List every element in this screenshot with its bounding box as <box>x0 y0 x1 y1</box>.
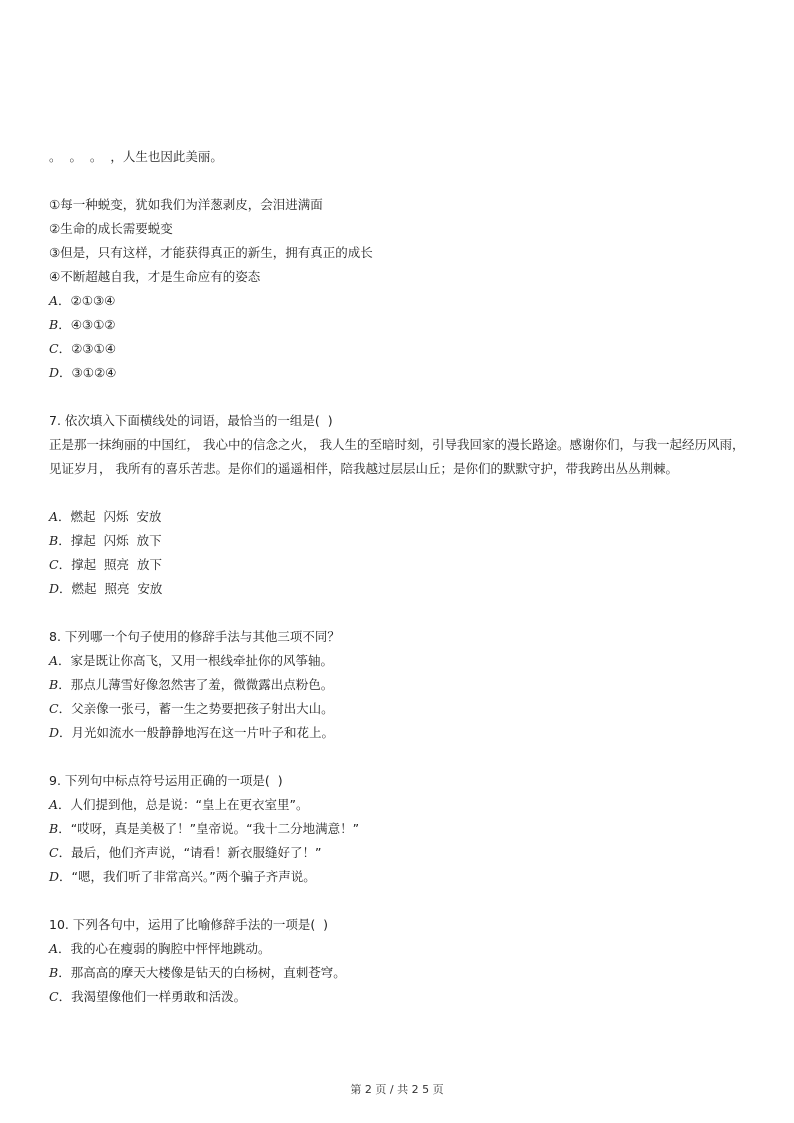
option-c[interactable] <box>49 337 749 361</box>
question-6-item: ④不断超越自我，才是生命应有的姿态 <box>49 269 261 284</box>
option-b[interactable] <box>49 529 749 553</box>
option-letter: D <box>49 725 60 740</box>
option-letter: D <box>49 365 60 380</box>
option-text: ．撑起 闪烁 放下 <box>58 533 162 548</box>
question-stem: 7. 依次填入下面横线处的词语，最恰当的一组是( ) <box>49 413 333 428</box>
option-a[interactable] <box>49 289 749 313</box>
question-6-lead: 。 。 。 ，人生也因此美丽。 <box>49 149 223 164</box>
option-letter: B <box>49 965 59 980</box>
option-a[interactable] <box>49 793 749 817</box>
option-d[interactable] <box>49 865 749 889</box>
option-letter: C <box>49 701 59 716</box>
option-text: ．月光如流水一般静静地泻在这一片叶子和花上。 <box>59 725 335 740</box>
option-text: ．②③①④ <box>58 341 116 356</box>
option-text: ．那高高的摩天大楼像是钻天的白杨树，直刺苍穹。 <box>58 965 346 980</box>
option-c[interactable] <box>49 985 749 1009</box>
option-text: ．我渴望像他们一样勇敢和活泼。 <box>58 989 247 1004</box>
option-letter: C <box>49 989 59 1004</box>
question-passage: 正是那一抹绚丽的中国红， 我心中的信念之火， 我人生的至暗时刻，引导我回家的漫长路途。感谢你们，与我一起经历风雨，见证岁月， 我所有的喜乐苦悲。是你们的遥遥相伴，陪我越过层层山丘；是你们的默默守护，带我跨出丛丛荆棘。 <box>49 437 745 476</box>
option-text: ．家是既让你高飞，又用一根线牵扯你的风筝轴。 <box>58 653 334 668</box>
option-letter: B <box>49 677 59 692</box>
option-letter: B <box>49 533 59 548</box>
option-b[interactable] <box>49 817 749 841</box>
question-stem: 10. 下列各句中，运用了比喻修辞手法的一项是( ) <box>49 917 329 932</box>
option-letter: D <box>49 869 60 884</box>
option-text: ．燃起 照亮 安放 <box>59 581 163 596</box>
option-b[interactable] <box>49 961 749 985</box>
option-text: ．④③①② <box>58 317 116 332</box>
question-7 <box>49 409 749 601</box>
option-letter: A <box>49 797 59 812</box>
option-text: ．“嗯，我们听了非常高兴。”两个骗子齐声说。 <box>59 869 316 884</box>
spacer <box>49 169 749 193</box>
option-c[interactable] <box>49 697 749 721</box>
question-stem: 9. 下列句中标点符号运用正确的一项是( ) <box>49 773 283 788</box>
option-letter: C <box>49 557 59 572</box>
question-8 <box>49 625 749 745</box>
option-a[interactable] <box>49 649 749 673</box>
spacer <box>49 481 749 505</box>
question-9 <box>49 769 749 889</box>
option-d[interactable] <box>49 361 749 385</box>
question-6-item: ③但是，只有这样，才能获得真正的新生，拥有真正的成长 <box>49 245 373 260</box>
question-6-tail <box>49 145 749 385</box>
option-letter: A <box>49 941 59 956</box>
option-letter: A <box>49 509 59 524</box>
option-letter: C <box>49 341 59 356</box>
page-footer: 第 2 页 / 共 2 5 页 <box>350 1083 444 1096</box>
option-d[interactable] <box>49 577 749 601</box>
option-letter: C <box>49 845 59 860</box>
option-letter: A <box>49 293 59 308</box>
option-text: ．人们提到他，总是说：“皇上在更衣室里”。 <box>58 797 309 812</box>
option-c[interactable] <box>49 553 749 577</box>
option-text: ．父亲像一张弓，蓄一生之势要把孩子射出大山。 <box>58 701 334 716</box>
option-text: ．我的心在瘦弱的胸腔中怦怦地跳动。 <box>58 941 271 956</box>
option-b[interactable] <box>49 313 749 337</box>
option-text: ．②①③④ <box>58 293 116 308</box>
option-text: ．撑起 照亮 放下 <box>58 557 162 572</box>
option-c[interactable] <box>49 841 749 865</box>
question-6-item: ①每一种蜕变，犹如我们为洋葱剥皮，会泪进满面 <box>49 197 323 212</box>
option-letter: D <box>49 581 60 596</box>
option-text: ．那点儿薄雪好像忽然害了羞，微微露出点粉色。 <box>58 677 334 692</box>
page-content <box>49 145 749 1009</box>
option-b[interactable] <box>49 673 749 697</box>
option-text: ．最后，他们齐声说，“请看！新衣服缝好了！” <box>58 845 322 860</box>
question-6-item: ②生命的成长需要蜕变 <box>49 221 173 236</box>
question-stem: 8. 下列哪一个句子使用的修辞手法与其他三项不同？ <box>49 629 340 644</box>
option-letter: B <box>49 821 59 836</box>
question-10 <box>49 913 749 1009</box>
option-text: ．③①②④ <box>59 365 117 380</box>
option-text: ．燃起 闪烁 安放 <box>58 509 162 524</box>
option-d[interactable] <box>49 721 749 745</box>
option-a[interactable] <box>49 937 749 961</box>
option-letter: A <box>49 653 59 668</box>
option-a[interactable] <box>49 505 749 529</box>
option-text: ．“哎呀，真是美极了！”皇帝说。“我十二分地满意！” <box>58 821 360 836</box>
option-letter: B <box>49 317 59 332</box>
